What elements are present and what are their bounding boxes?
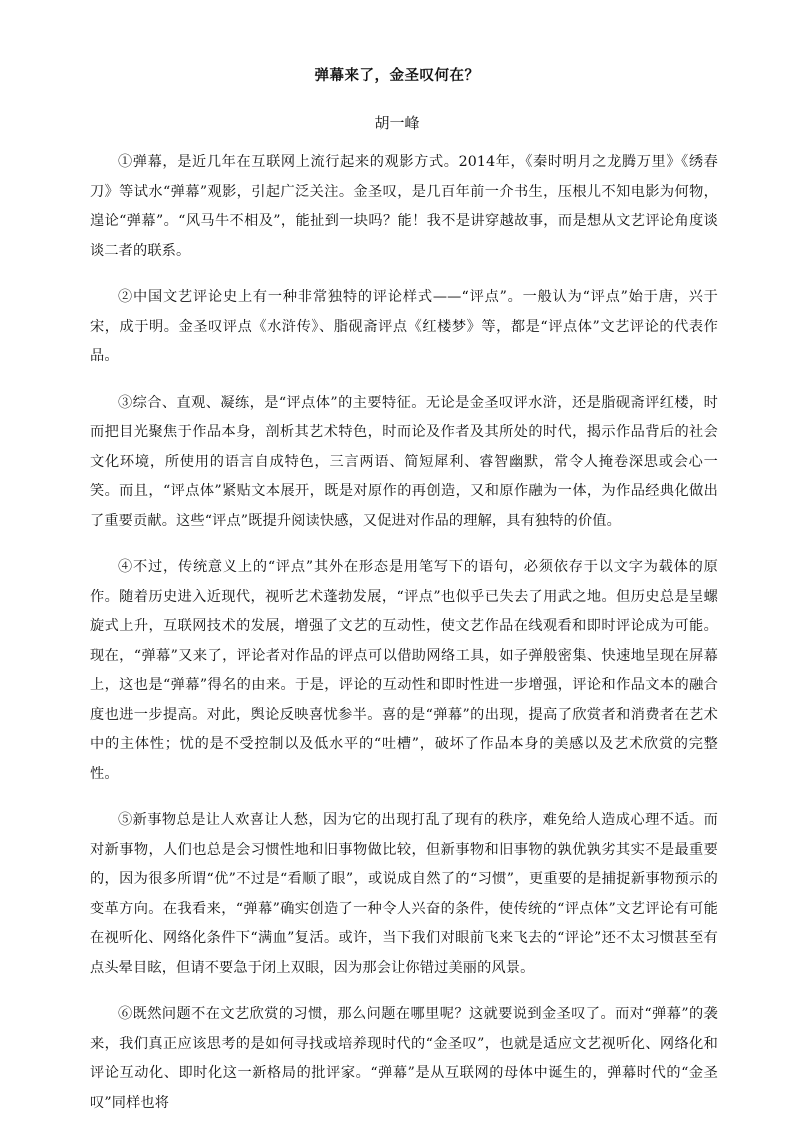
- paragraph-6: ⑥既然问题不在文艺欣赏的习惯，那么问题在哪里呢？这就要说到金圣叹了。而对“弹幕”的袭来，我们真正应该思考的是如何寻找或培养现时代的“金圣叹”，也就是适应文艺视听化、网络化和评论互动化、即时化这一新格局的批评家。“弹幕”是从互联网的母体中诞生的，弹幕时代的“金圣叹”同样也将: [90, 1006, 718, 1111]
- article-author: 胡一峰: [374, 114, 420, 132]
- paragraph-4: ④不过，传统意义上的“评点”其外在形态是用笔写下的语句，必须依存于以文字为载体的原作。随着历史进入近现代，视听艺术蓬勃发展，“评点”也似乎已失去了用武之地。但历史总是呈螺旋式上升，互联网技术的发展，增强了文艺的互动性，使文艺作品在线观看和即时评论成为可能。现在，“弹幕”又来了，评论者对作品的评点可以借助网络工具，如子弹般密集、快速地呈现在屏幕上，这也是“弹幕”得名的由来。于是，评论的互动性和即时性进一步增强，评论和作品文本的融合度也进一步提高。对此，舆论反映喜忧参半。喜的是“弹幕”的出现，提高了欣赏者和消费者在艺术中的主体性；忧的是不受控制以及低水平的“吐槽”，破坏了作品本身的美感以及艺术欣赏的完整性。: [90, 559, 718, 782]
- paragraph-1: ①弹幕，是近几年在互联网上流行起来的观影方式。2014年，《秦时明月之龙腾万里》《绣春刀》等试水“弹幕”观影，引起广泛关注。金圣叹，是几百年前一介书生，压根儿不知电影为何物，遑论“弹幕”。“风马牛不相及”，能扯到一块吗？能！我不是讲穿越故事，而是想从文艺评论角度谈谈二者的联系。: [90, 154, 718, 259]
- article-title: 弹幕来了，金圣叹何在？: [314, 67, 480, 84]
- paragraph-3: ③综合、直观、凝练，是“评点体”的主要特征。无论是金圣叹评水浒，还是脂砚斋评红楼，时而把目光聚焦于作品本身，剖析其艺术特色，时而论及作者及其所处的时代，揭示作品背后的社会文化环境，所使用的语言自成特色，三言两语、简短犀利、睿智幽默，常令人掩卷深思或会心一笑。而且，“评点体”紧贴文本展开，既是对原作的再创造，又和原作融为一体，为作品经典化做出了重要贡献。这些“评点”既提升阅读快感，又促进对作品的理解，具有独特的价值。: [90, 394, 718, 529]
- paragraph-2: ②中国文艺评论史上有一种非常独特的评论样式——“评点”。一般认为“评点”始于唐，兴于宋，成于明。金圣叹评点《水浒传》、脂砚斋评点《红楼梦》等，都是“评点体”文艺评论的代表作品。: [90, 289, 718, 364]
- article-body: [90, 148, 718, 1135]
- paragraph-5: ⑤新事物总是让人欢喜让人愁，因为它的出现打乱了现有的秩序，难免给人造成心理不适。而对新事物，人们也总是会习惯性地和旧事物做比较，但新事物和旧事物的孰优孰劣其实不是最重要的，因为很多所谓“优”不过是“看顺了眼”，或说成自然了的“习惯”，更重要的是捕捉新事物预示的变革方向。在我看来，“弹幕”确实创造了一种令人兴奋的条件，使传统的“评点体”文艺评论有可能在视听化、网络化条件下“满血”复活。或许，当下我们对眼前飞来飞去的“评论”还不太习惯甚至有点头晕目眩，但请不要急于闭上双眼，因为那会让你错过美丽的风景。: [90, 812, 718, 976]
